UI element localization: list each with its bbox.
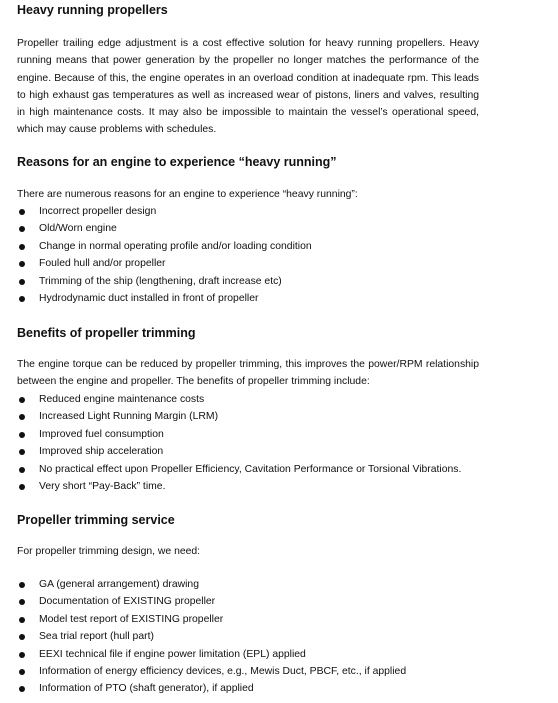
bullet-icon [19,617,25,623]
bullet-icon [19,686,25,692]
list-item: Very short “Pay-Back” time. [17,478,487,495]
bullet-icon [19,244,25,250]
paragraph-reasons-intro: There are numerous reasons for an engine to experience “heavy running”: [17,189,358,200]
bullet-icon [19,669,25,675]
list-item: Improved fuel consumption [17,426,487,443]
bullet-icon [19,634,25,640]
bullet-icon [19,599,25,605]
list-reasons [17,203,487,307]
heading-benefits: Benefits of propeller trimming [17,326,196,340]
list-item: Incorrect propeller design [17,203,487,220]
bullet-icon [19,432,25,438]
list-item: Old/Worn engine [17,220,487,237]
bullet-icon [19,582,25,588]
list-item: Change in normal operating profile and/or loading condition [17,238,487,255]
bullet-icon [19,296,25,302]
list-item: Model test report of EXISTING propeller [17,611,487,628]
list-item: Trimming of the ship (lengthening, draft increase etc) [17,273,487,290]
list-item: Reduced engine maintenance costs [17,391,487,408]
list-item: Hydrodynamic duct installed in front of propeller [17,290,487,307]
paragraph-service-intro: For propeller trimming design, we need: [17,546,201,557]
paragraph-heavy-running: Propeller trailing edge adjustment is a cost effective solution for heavy running propellers. Heavy running means that power generation by the propeller no longer matches the performance of the engine. Because of this, the engine operates in an overload condition at inadequate rpm. This leads to high exhaust gas temperatures as well as increased wear of pistons, liners and valves, resulting in high maintenance costs. It may also be impossible to maintain the vessel’s operational speed, which may cause problems with schedules. [17,38,479,136]
list-benefits [17,391,487,495]
paragraph-benefits-intro: The engine torque can be reduced by propeller trimming, this improves the power/RPM relationship between the engine and propeller. The benefits of propeller trimming include: [17,359,479,388]
list-item: Documentation of EXISTING propeller [17,593,487,610]
list-item: Improved ship acceleration [17,443,487,460]
bullet-icon [19,279,25,285]
bullet-icon [19,261,25,267]
bullet-icon [19,652,25,658]
list-service-requirements [17,576,487,698]
bullet-icon [19,209,25,215]
bullet-icon [19,449,25,455]
heading-reasons: Reasons for an engine to experience “heavy running” [17,155,337,169]
list-item: Increased Light Running Margin (LRM) [17,408,487,425]
list-item: No practical effect upon Propeller Efficiency, Cavitation Performance or Torsional Vibrations. [17,461,487,478]
list-item: GA (general arrangement) drawing [17,576,487,593]
heading-heavy-running-propellers: Heavy running propellers [17,3,168,17]
bullet-icon [19,226,25,232]
list-item: EEXI technical file if engine power limitation (EPL) applied [17,646,487,663]
list-item: Fouled hull and/or propeller [17,255,487,272]
list-item: Information of PTO (shaft generator), if applied [17,680,487,697]
list-item: Information of energy efficiency devices, e.g., Mewis Duct, PBCF, etc., if applied [17,663,487,680]
bullet-icon [19,397,25,403]
bullet-icon [19,467,25,473]
bullet-icon [19,484,25,490]
list-item: Sea trial report (hull part) [17,628,487,645]
heading-trimming-service: Propeller trimming service [17,513,175,527]
bullet-icon [19,414,25,420]
